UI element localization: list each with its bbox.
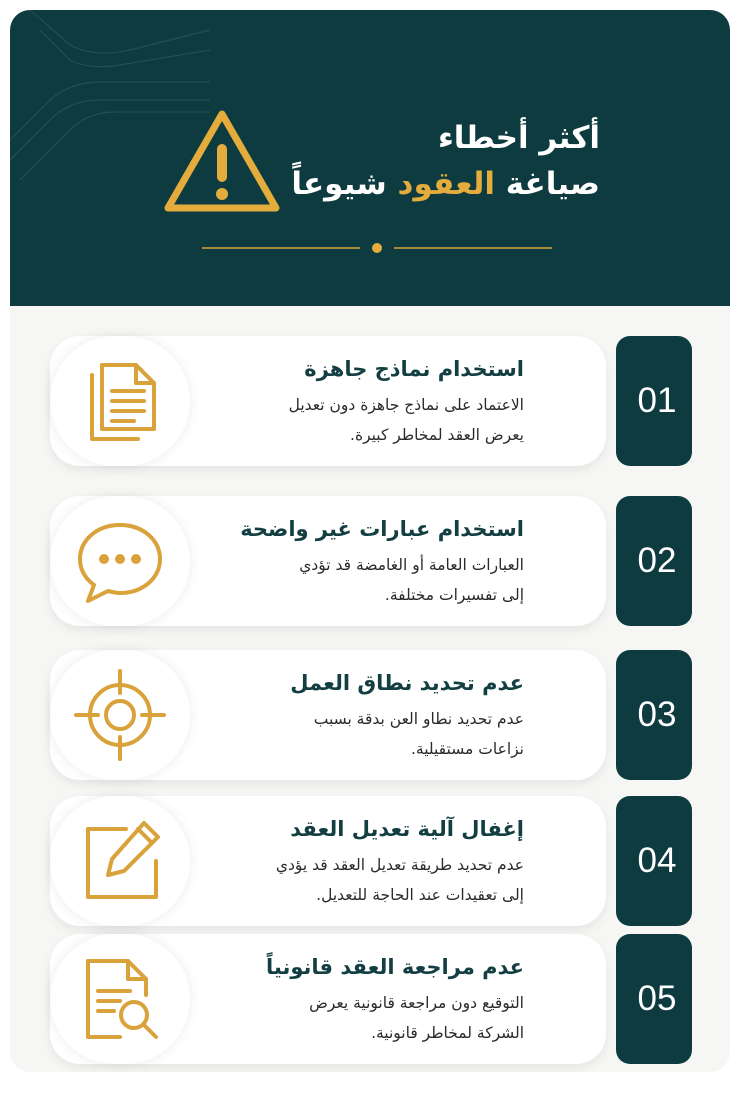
page-title <box>240 115 600 207</box>
item-panel <box>50 650 606 780</box>
list-item-3 <box>50 650 690 782</box>
edit-icon <box>72 813 168 909</box>
title-line2 <box>240 161 600 207</box>
item-desc-line2: الشركة لمخاطر قانونية. <box>371 1024 524 1042</box>
item-title: استخدام عبارات غير واضحة <box>240 517 524 541</box>
item-desc-line2: إلى تفسيرات مختلفة. <box>384 586 524 604</box>
item-title: عدم تحديد نطاق العمل <box>290 671 524 695</box>
item-desc-line2: إلى تعقيدات عند الحاجة للتعديل. <box>316 886 524 904</box>
target-icon <box>72 667 168 763</box>
item-text <box>164 950 524 1048</box>
documents-icon <box>72 353 168 449</box>
item-panel <box>50 496 606 626</box>
item-desc-line1: التوقيع دون مراجعة قانونية يعرض <box>309 994 524 1012</box>
item-desc-line1: عدم تحديد طريقة تعديل العقد قد يؤدي <box>275 856 524 874</box>
list-item-5 <box>50 934 690 1066</box>
list-item-1 <box>50 336 690 468</box>
item-title: استخدام نماذج جاهزة <box>304 357 524 381</box>
item-panel <box>50 796 606 926</box>
item-text <box>164 812 524 910</box>
item-number: 02 <box>616 496 692 626</box>
item-number: 04 <box>616 796 692 926</box>
item-desc-line1: العبارات العامة أو الغامضة قد تؤدي <box>299 556 524 574</box>
item-number: 05 <box>616 934 692 1064</box>
item-number: 01 <box>616 336 692 466</box>
title-prefix: صياغة <box>494 166 600 202</box>
infographic-card <box>10 10 730 1072</box>
item-title: عدم مراجعة العقد قانونياً <box>266 955 524 979</box>
item-panel <box>50 336 606 466</box>
item-desc-line2: يعرض العقد لمخاطر كبيرة. <box>350 426 524 444</box>
list-item-4 <box>50 796 690 928</box>
item-text <box>164 512 524 610</box>
item-number: 03 <box>616 650 692 780</box>
item-desc-line1: الاعتماد على نماذج جاهزة دون تعديل <box>288 396 524 414</box>
item-title: إغفال آلية تعديل العقد <box>290 817 524 841</box>
title-line1: أكثر أخطاء <box>437 120 600 156</box>
header <box>10 10 730 306</box>
item-panel <box>50 934 606 1064</box>
chat-bubble-icon <box>72 513 168 609</box>
title-accent: العقود <box>397 166 495 202</box>
title-suffix: شيوعاً <box>291 166 398 202</box>
title-divider <box>202 238 552 258</box>
list-item-2 <box>50 496 690 628</box>
item-desc-line1: عدم تحديد نطاو العن بدقة بسبب <box>313 710 524 728</box>
document-search-icon <box>72 951 168 1047</box>
item-text <box>164 666 524 764</box>
item-text <box>164 352 524 450</box>
item-desc-line2: نزاعات مستقيلية. <box>410 740 524 758</box>
